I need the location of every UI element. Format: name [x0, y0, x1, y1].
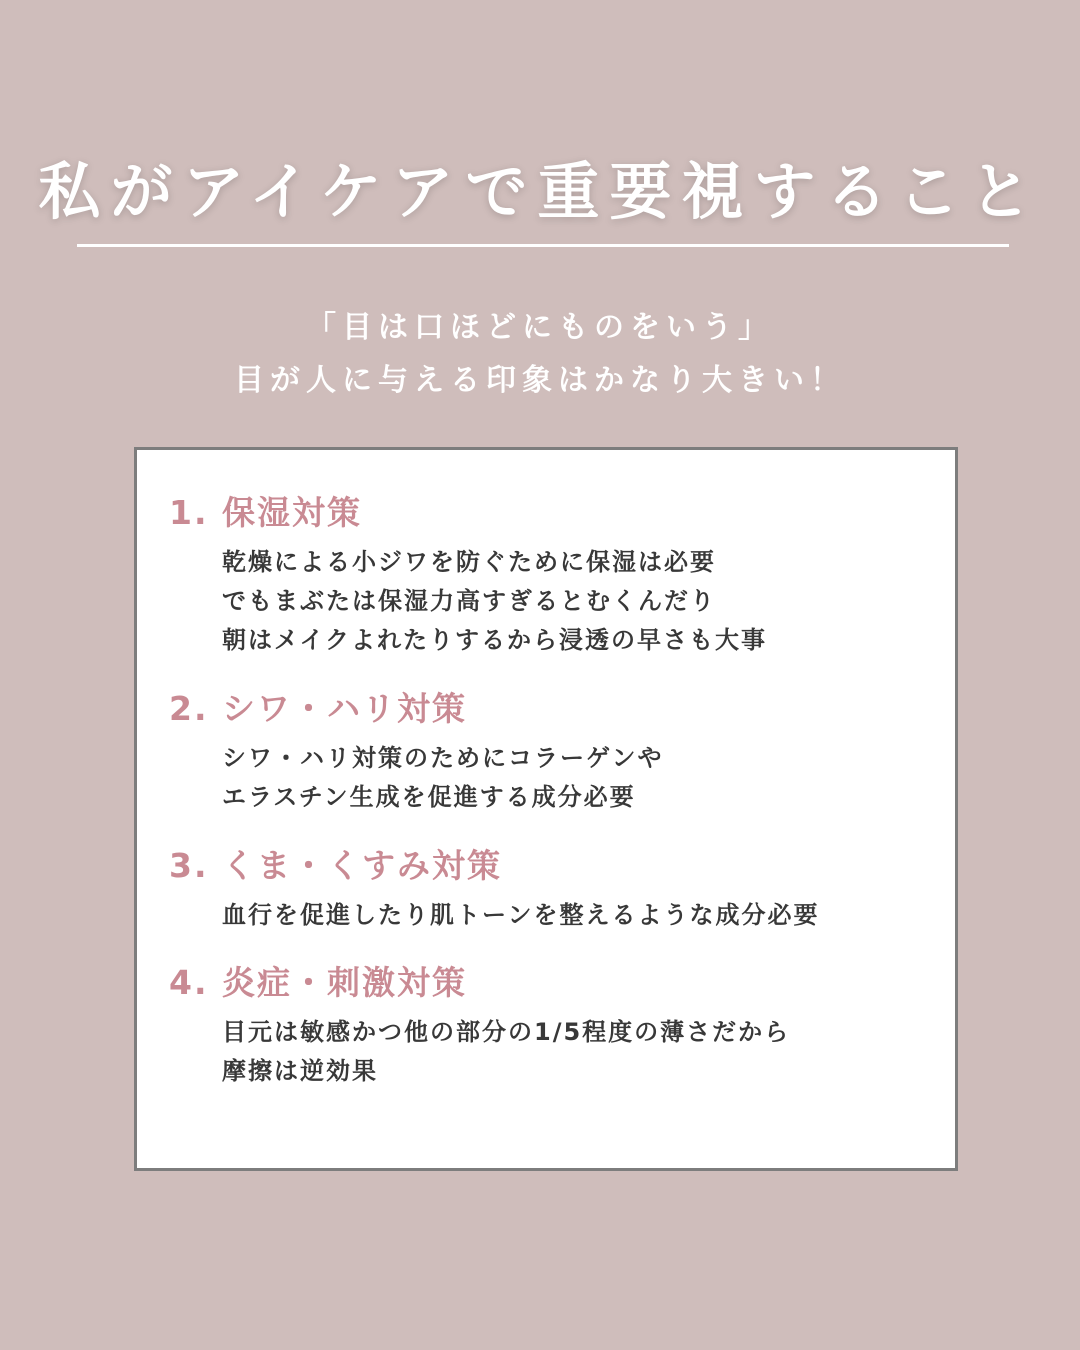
section-heading: 4. 炎症・刺激対策: [169, 963, 467, 1002]
section-dark-circles: [169, 844, 820, 935]
section-wrinkles: [169, 687, 664, 817]
content-card: [134, 447, 958, 1171]
section-line: 血行を促進したり肌トーンを整えるような成分必要: [222, 901, 820, 929]
section-line: エラスチン生成を促進する成分必要: [222, 783, 636, 811]
section-line: 摩擦は逆効果: [222, 1057, 378, 1085]
section-line: 朝はメイクよれたりするから浸透の早さも大事: [222, 626, 768, 654]
section-line: 乾燥による小ジワを防ぐために保湿は必要: [222, 548, 716, 576]
subtitle-quote: 「目は口ほどにものをいう」: [306, 310, 774, 345]
section-line: シワ・ハリ対策のためにコラーゲンや: [222, 744, 664, 772]
section-line: でもまぶたは保湿力高すぎるとむくんだり: [222, 587, 716, 615]
section-heading: 3. くま・くすみ対策: [169, 846, 502, 885]
section-heading: 1. 保湿対策: [169, 493, 362, 532]
section-line: 目元は敏感かつ他の部分の1/5程度の薄さだから: [222, 1018, 791, 1046]
page-title: 私がアイケアで重要視すること: [38, 155, 1042, 228]
section-moisturizing: [169, 491, 767, 660]
section-heading: 2. シワ・ハリ対策: [169, 689, 467, 728]
section-inflammation: [169, 961, 790, 1091]
title-divider: [77, 244, 1009, 247]
subtitle-text: 目が人に与える印象はかなり大きい！: [234, 363, 846, 398]
